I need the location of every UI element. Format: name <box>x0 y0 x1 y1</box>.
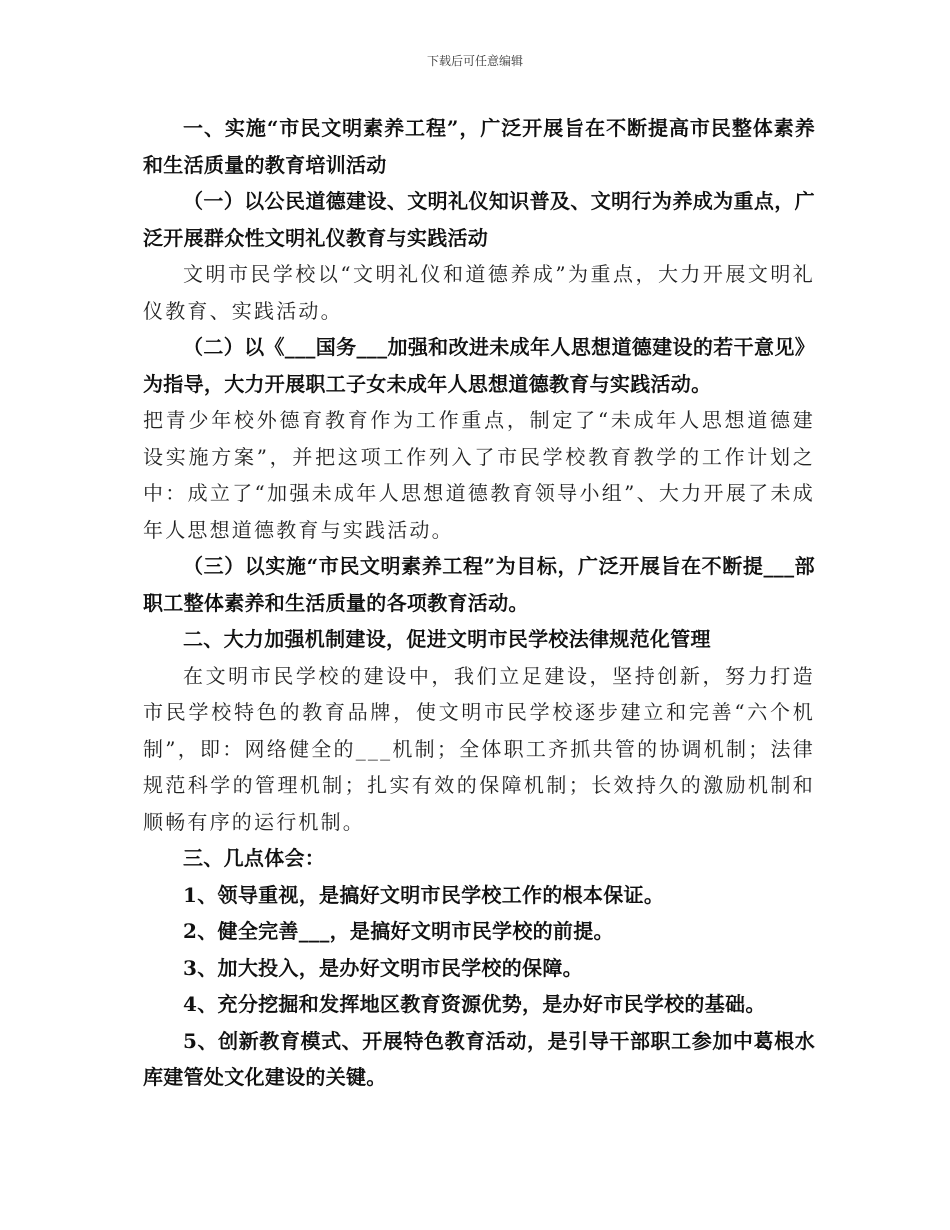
heading-section-3: 三、几点体会： <box>183 846 326 870</box>
document-body <box>143 110 815 1096</box>
subheading-2: （二）以《___国务___加强和改进未成年人思想道德建设的若干意见》为指导，大力开展职工子女未成年人思想道德教育与实践活动。 <box>143 335 815 396</box>
heading-section-2: 二、大力加强机制建设，促进文明市民学校法律规范化管理 <box>183 627 711 651</box>
body-paragraph-1: 文明市民学校以“文明礼仪和道德养成”为重点，大力开展文明礼仪教育、实践活动。 <box>143 262 815 323</box>
body-paragraph-2: 把青少年校外德育教育作为工作重点，制定了“未成年人思想道德建设实施方案”，并把这项工作列入了市民学校教育教学的工作计划之中：成立了“加强未成年人思想道德教育领导小组”、大力开展了未成年人思想道德教育与实践活动。 <box>143 408 815 542</box>
page-header: 下载后可任意编辑 <box>426 54 523 68</box>
list-item-4: 4、充分挖掘和发挥地区教育资源优势，是办好市民学校的基础。 <box>183 992 766 1016</box>
list-item-1: 1、领导重视，是搞好文明市民学校工作的根本保证。 <box>183 882 665 907</box>
subheading-3: （三）以实施“市民文明素养工程”为目标，广泛开展旨在不断提___部职工整体素养和生活质量的各项教育活动。 <box>143 554 815 615</box>
list-item-3: 3、加大投入，是办好文明市民学校的保障。 <box>183 955 583 980</box>
list-item-2: 2、健全完善___，是搞好文明市民学校的前提。 <box>183 919 614 943</box>
body-paragraph-3: 在文明市民学校的建设中，我们立足建设，坚持创新，努力打造市民学校特色的教育品牌，使文明市民学校逐步建立和完善“六个机制”，即：网络健全的___机制；全体职工齐抓共管的协调机制；法律规范科学的管理机制；扎实有效的保障机制；长效持久的激励机制和顺畅有序的运行机制。 <box>143 663 815 834</box>
subheading-1: （一）以公民道德建设、文明礼仪知识普及、文明行为养成为重点，广泛开展群众性文明礼仪教育与实践活动 <box>143 189 815 250</box>
heading-section-1: 一、实施“市民文明素养工程”，广泛开展旨在不断提高市民整体素养和生活质量的教育培训活动 <box>143 116 815 177</box>
list-item-5: 5、创新教育模式、开展特色教育活动，是引导干部职工参加中葛根水库建管处文化建设的关键。 <box>143 1028 815 1089</box>
